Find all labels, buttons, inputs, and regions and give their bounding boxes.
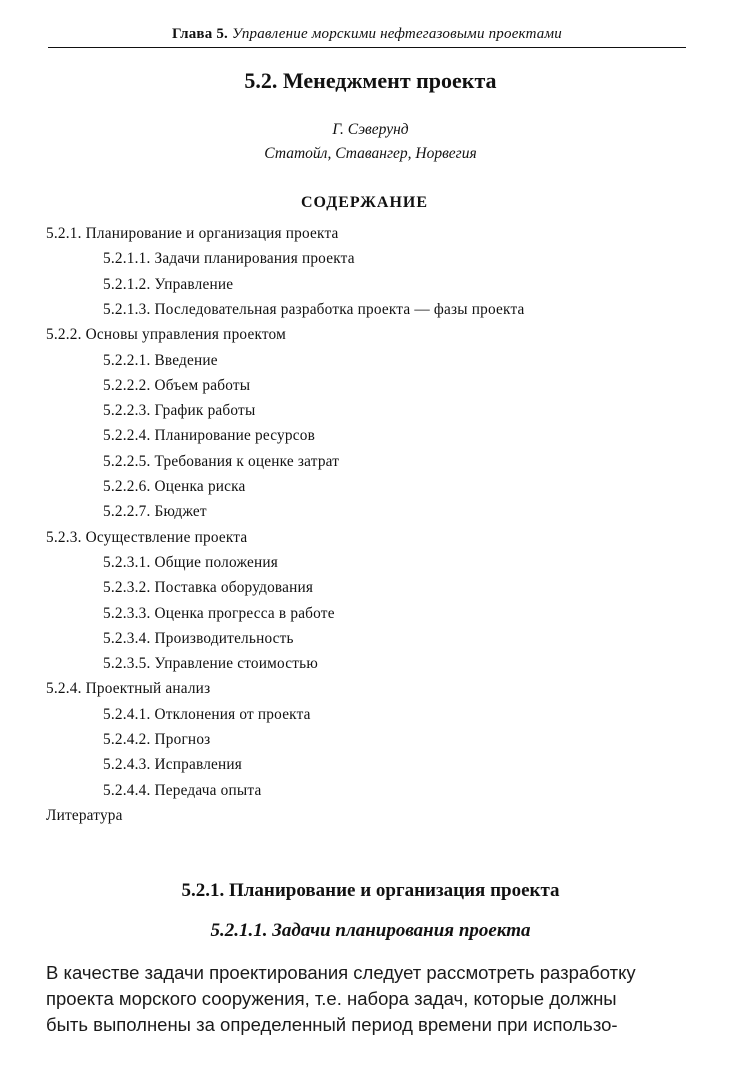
toc-entry-section: 5.2.3. Осуществление проекта bbox=[46, 528, 248, 546]
section-title: 5.2. Менеджмент проекта bbox=[244, 68, 497, 93]
toc-entry-section: Литература bbox=[46, 806, 123, 824]
toc-entry-section: 5.2.2. Основы управления проектом bbox=[46, 326, 286, 344]
body-line: проекта морского сооружения, т.е. набора задач, которые должны bbox=[46, 988, 617, 1009]
toc-entry-subsection: 5.2.2.4. Планирование ресурсов bbox=[103, 427, 316, 445]
toc-entry-subsection: 5.2.1.2. Управление bbox=[103, 275, 234, 293]
toc-heading: СОДЕРЖАНИЕ bbox=[300, 194, 429, 211]
toc-entry-subsection: 5.2.4.4. Передача опыта bbox=[103, 781, 262, 799]
toc-entry-subsection: 5.2.2.2. Объем работы bbox=[103, 376, 251, 394]
subsection-heading: 5.2.1. Планирование и организация проекта bbox=[181, 880, 560, 901]
author-affiliation: Статойл, Ставангер, Норвегия bbox=[264, 145, 477, 162]
body-line: В качестве задачи проектирования следует рассмотреть разработку bbox=[46, 962, 636, 983]
subsubsection-heading: 5.2.1.1. Задачи планирования проекта bbox=[210, 920, 531, 941]
toc-entry-section: 5.2.4. Проектный анализ bbox=[46, 680, 211, 698]
toc-entry-subsection: 5.2.4.3. Исправления bbox=[103, 756, 243, 774]
toc-entry-subsection: 5.2.4.2. Прогноз bbox=[103, 731, 211, 748]
toc-entry-subsection: 5.2.3.2. Поставка оборудования bbox=[103, 579, 314, 597]
toc-entry-subsection: 5.2.3.4. Производительность bbox=[103, 629, 294, 647]
toc-entry-subsection: 5.2.3.5. Управление стоимостью bbox=[103, 655, 318, 673]
toc-entry-section: 5.2.1. Планирование и организация проекта bbox=[46, 225, 339, 242]
toc-entry-subsection: 5.2.2.1. Введение bbox=[103, 351, 218, 369]
toc-entry-subsection: 5.2.3.1. Общие положения bbox=[103, 553, 279, 571]
toc-entry-subsection: 5.2.2.6. Оценка риска bbox=[103, 478, 246, 495]
toc-entry-subsection: 5.2.4.1. Отклонения от проекта bbox=[103, 705, 311, 723]
author-name: Г. Сэверунд bbox=[332, 121, 409, 138]
toc-entry-subsection: 5.2.3.3. Оценка прогресса в работе bbox=[103, 604, 335, 622]
running-head-title: Управление морскими нефтегазовыми проектами bbox=[231, 26, 562, 42]
body-line: быть выполнены за определенный период времени при использо- bbox=[46, 1014, 618, 1035]
body-paragraph bbox=[46, 960, 696, 1038]
running-head-chapter: Глава 5. bbox=[172, 26, 228, 42]
toc-entry-subsection: 5.2.2.3. График работы bbox=[103, 402, 256, 420]
toc-entry-subsection: 5.2.1.3. Последовательная разработка проекта — фазы проекта bbox=[103, 300, 525, 318]
toc-entry-subsection: 5.2.1.1. Задачи планирования проекта bbox=[103, 250, 355, 268]
toc-entry-subsection: 5.2.2.5. Требования к оценке затрат bbox=[103, 452, 340, 470]
toc-entry-subsection: 5.2.2.7. Бюджет bbox=[103, 503, 207, 521]
